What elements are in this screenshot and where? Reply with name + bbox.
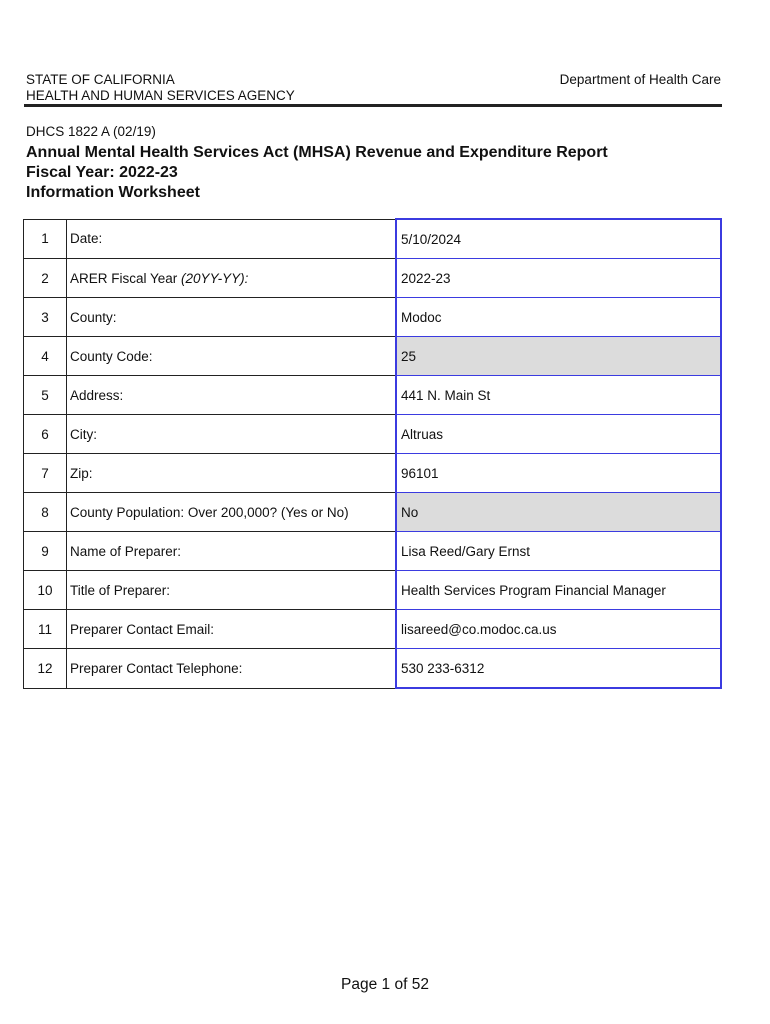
row-number: 10 bbox=[24, 571, 67, 610]
row-number: 5 bbox=[24, 376, 67, 415]
table-row bbox=[24, 493, 722, 532]
row-label: Name of Preparer: bbox=[67, 532, 397, 571]
table-row bbox=[24, 571, 722, 610]
fiscal-year: Fiscal Year: 2022-23 bbox=[26, 164, 178, 181]
table-row bbox=[24, 337, 722, 376]
city-field[interactable]: Altruas bbox=[396, 415, 721, 454]
row-number: 4 bbox=[24, 337, 67, 376]
row-label: Date: bbox=[67, 219, 397, 259]
row-number: 3 bbox=[24, 298, 67, 337]
preparer-phone-field[interactable]: 530 233-6312 bbox=[396, 649, 721, 689]
worksheet-title: Information Worksheet bbox=[26, 184, 200, 201]
row-label: Zip: bbox=[67, 454, 397, 493]
agency-name: HEALTH AND HUMAN SERVICES AGENCY bbox=[26, 88, 295, 103]
row-number: 1 bbox=[24, 219, 67, 259]
population-field: No bbox=[396, 493, 721, 532]
table-row bbox=[24, 376, 722, 415]
address-field[interactable]: 441 N. Main St bbox=[396, 376, 721, 415]
table-row bbox=[24, 415, 722, 454]
header-divider bbox=[24, 104, 722, 107]
row-label: City: bbox=[67, 415, 397, 454]
row-label: Address: bbox=[67, 376, 397, 415]
table-row bbox=[24, 454, 722, 493]
table-row bbox=[24, 219, 722, 259]
row-number: 11 bbox=[24, 610, 67, 649]
table-row bbox=[24, 298, 722, 337]
row-number: 9 bbox=[24, 532, 67, 571]
preparer-name-field[interactable]: Lisa Reed/Gary Ernst bbox=[396, 532, 721, 571]
row-label: Title of Preparer: bbox=[67, 571, 397, 610]
table-row bbox=[24, 649, 722, 689]
title-block bbox=[26, 143, 608, 203]
row-label: County Code: bbox=[67, 337, 397, 376]
preparer-title-field[interactable]: Health Services Program Financial Manager bbox=[396, 571, 721, 610]
table-row bbox=[24, 532, 722, 571]
county-code-field: 25 bbox=[396, 337, 721, 376]
row-label-format-hint: (20YY-YY): bbox=[181, 270, 249, 286]
row-number: 7 bbox=[24, 454, 67, 493]
date-field[interactable]: 5/10/2024 bbox=[396, 219, 721, 259]
zip-field[interactable]: 96101 bbox=[396, 454, 721, 493]
state-name: STATE OF CALIFORNIA bbox=[26, 72, 175, 87]
header-agency-block bbox=[26, 72, 295, 104]
report-title: Annual Mental Health Services Act (MHSA) Revenue and Expenditure Report bbox=[26, 144, 608, 161]
row-label: County: bbox=[67, 298, 397, 337]
fiscal-year-field[interactable]: 2022-23 bbox=[396, 259, 721, 298]
row-number: 8 bbox=[24, 493, 67, 532]
row-label: County Population: Over 200,000? (Yes or No) bbox=[67, 493, 397, 532]
page-number: Page 1 of 52 bbox=[341, 976, 429, 993]
preparer-email-field[interactable]: lisareed@co.modoc.ca.us bbox=[396, 610, 721, 649]
row-label bbox=[67, 259, 397, 298]
information-table bbox=[23, 218, 722, 689]
row-label: Preparer Contact Email: bbox=[67, 610, 397, 649]
department-name: Department of Health Care bbox=[559, 72, 721, 87]
row-number: 12 bbox=[24, 649, 67, 689]
row-label: Preparer Contact Telephone: bbox=[67, 649, 397, 689]
row-number: 6 bbox=[24, 415, 67, 454]
row-number: 2 bbox=[24, 259, 67, 298]
table-row bbox=[24, 259, 722, 298]
county-field[interactable]: Modoc bbox=[396, 298, 721, 337]
row-label-text: ARER Fiscal Year bbox=[70, 270, 182, 286]
table-row bbox=[24, 610, 722, 649]
form-code: DHCS 1822 A (02/19) bbox=[26, 124, 156, 139]
